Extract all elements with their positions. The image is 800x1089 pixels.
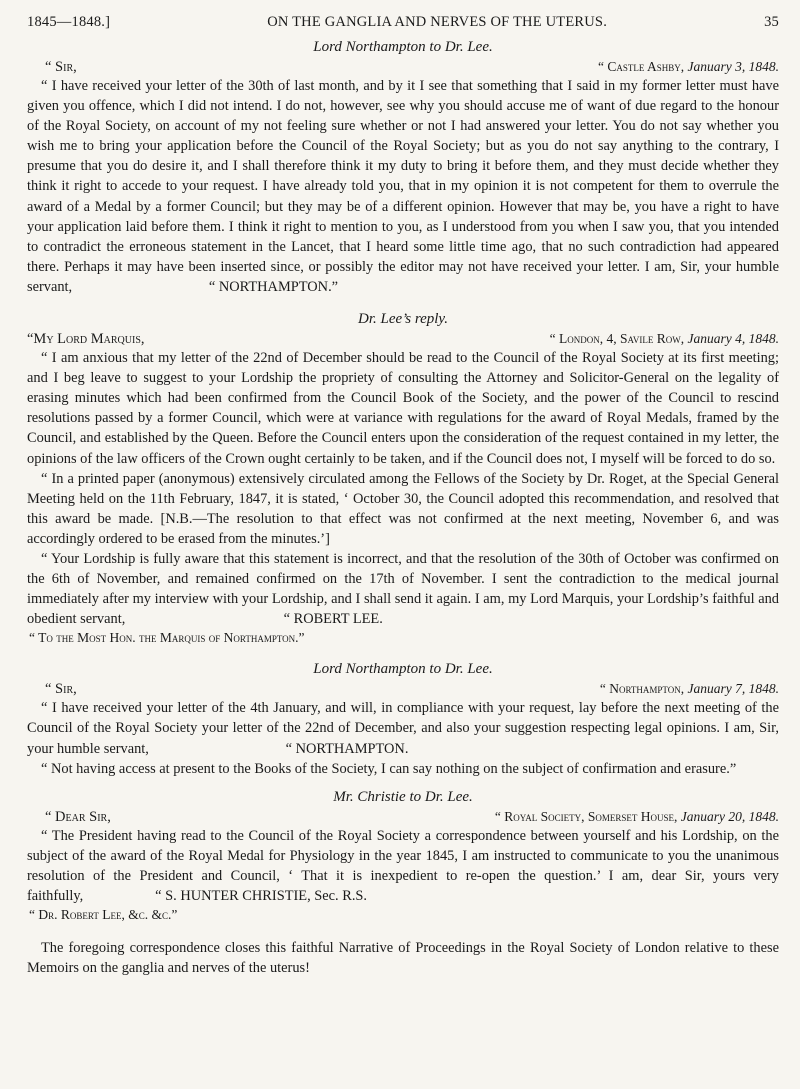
- letter4-dateline: [495, 808, 779, 826]
- letter4-place: “ Royal Society, Somerset House,: [494, 808, 678, 824]
- letter4-body-text: “ The President having read to the Council of the Royal Society a correspondence between yourself and his Lordship, on the subject of the award of the Royal Medal for Physiology in the year 1845, I am instructed to communicate to you the unanimous resolution of the President and Council, ‘ That it is inexpedient to re-open the question.’ I am, dear Sir, yours very faithfully,: [27, 827, 779, 904]
- letter3-title: Lord Northampton to Dr. Lee.: [313, 661, 493, 678]
- letter3-dateline: [600, 680, 779, 698]
- letter1-place: “ Castle Ashby,: [597, 59, 685, 74]
- running-head-title: ON THE GANGLIA AND NERVES OF THE UTERUS.: [267, 14, 608, 30]
- letter2-para3: [27, 549, 779, 629]
- letter2-addressee: “ To the Most Hon. the Marquis of Northampton.”: [29, 630, 305, 646]
- letter2-title: Dr. Lee’s reply.: [358, 311, 448, 328]
- letter4-salutation: “ Dear Sir,: [45, 808, 111, 825]
- letter4-heading: [27, 808, 779, 826]
- letter3-date: January 7, 1848.: [687, 681, 779, 697]
- letter4-addressee: “ Dr. Robert Lee, &c. &c.”: [29, 907, 178, 923]
- letter4-date: January 20, 1848.: [680, 808, 779, 824]
- running-head-years: 1845—1848.]: [27, 14, 111, 30]
- letter2-date: January 4, 1848.: [687, 331, 779, 347]
- letter2-para2: “ In a printed paper (anonymous) extensively circulated among the Fellows of the Society by Dr. Roget, at the Special General Meeting held on the 11th February, 1847, it is stated, ‘ October 30, the Council adopted this recommendation, and resolved that this award be made. [N.B.—The resolution to that effect was not confirmed at the next meeting, November 6, and was accordingly ordered to be erased from the minutes.’]: [27, 470, 779, 547]
- letter3-para2: “ Not having access at present to the Books of the Society, I can say nothing on the subject of confirmation and erasure.”: [41, 760, 737, 777]
- letter1-heading: [27, 58, 779, 76]
- running-head: [27, 14, 779, 31]
- letter4-body: [27, 826, 779, 906]
- letter3-signature: “ NORTHAMPTON.: [285, 740, 409, 757]
- letter1-body-text: “ I have received your letter of the 30th of last month, and by it I see that something that I said in my former letter must have given you offence, which I did not intend. I do not, however, see why you should accuse me of want of due regard to the honour of the Royal Society, on account of my not feeling sure whether or not I had answered your letter. You do not say whether you wish me to bring your application before the Council of the Royal Society; but as you do not say anything to the contrary, I presume that you do desire it, and I shall therefore think it my duty to bring it before them, and they must decide whether they think it right to accede to your request. I have already told you, that in my opinion it is not competent for them to overrule the award of a Medal by a former Council; but they may be of a different opinion. However that may be, you have a right to have your application laid before them. I think it right to mention to you, as I understood from you when I saw you, that you intended to contradict the erroneous statement in the Lancet, that I heard some little time ago, that no such contradiction had appeared there. Perhaps it may have been inserted since, or possibly the editor may not have received your letter. I am, Sir, your humble servant,: [27, 78, 779, 295]
- letter1-body: [27, 76, 779, 297]
- letter1-salutation: “ Sir,: [45, 59, 77, 75]
- letter1-date: January 3, 1848.: [687, 59, 779, 74]
- letter2-signature: “ ROBERT LEE.: [283, 611, 383, 628]
- letter2-heading: [27, 330, 779, 348]
- letter2-para3-text: “ Your Lordship is fully aware that this statement is incorrect, and that the resolution of the 30th of October was confirmed on the 6th of November, and remained confirmed on the 17th of November. I sent the contradiction to the medical journal immediately after my interview with your Lordship, and I shall send it again. I am, my Lord Marquis, your Lordship’s faithful and obedient servant,: [27, 550, 779, 628]
- letter2-place: “ London, 4, Savile Row,: [549, 331, 685, 347]
- letter3-para1: [27, 698, 779, 758]
- letter1-dateline: [598, 58, 779, 76]
- page-number: 35: [764, 14, 779, 30]
- letter3-place: “ Northampton,: [599, 681, 685, 697]
- closing-paragraph: The foregoing correspondence closes this faithful Narrative of Proceedings in the Royal Society of London relative to these Memoirs on the ganglia and nerves of the uterus!: [27, 940, 779, 977]
- letter2-dateline: [550, 330, 779, 348]
- letter1-title: Lord Northampton to Dr. Lee.: [313, 39, 493, 55]
- letter4-signature: “ S. HUNTER CHRISTIE, Sec. R.S.: [155, 888, 368, 904]
- page: [27, 14, 779, 978]
- letter4-title: Mr. Christie to Dr. Lee.: [333, 788, 473, 805]
- letter3-para1-text: “ I have received your letter of the 4th January, and will, in compliance with your request, lay before the next meeting of the Council of the Royal Society your letter of the 22nd of December, and also your suggestion respecting legal opinions. I am, Sir, your humble servant,: [27, 700, 779, 757]
- letter1-signature: “ NORTHAMPTON.”: [208, 278, 339, 295]
- letter2-para1: “ I am anxious that my letter of the 22nd of December should be read to the Council of the Royal Society at its first meeting; and I beg leave to suggest to your Lordship the propriety of consulting the Attorney and Solicitor-General on the legality of erasing minutes which had been confirmed from the Council Book of the Society, and the power of the Council to rescind resolutions passed by a former Council, which were at variance with regulations for the award of Royal Medals, framed by the Council, and established by the Queen. Before the Council enters upon the consideration of the request contained in my letter, the opinions of the law officers of the Crown ought certainly to be taken, and if the Council does not, I myself will be forced to do so.: [27, 350, 779, 467]
- letter2-salutation: “My Lord Marquis,: [27, 331, 145, 348]
- letter3-salutation: “ Sir,: [45, 681, 77, 698]
- letter3-heading: [27, 680, 779, 698]
